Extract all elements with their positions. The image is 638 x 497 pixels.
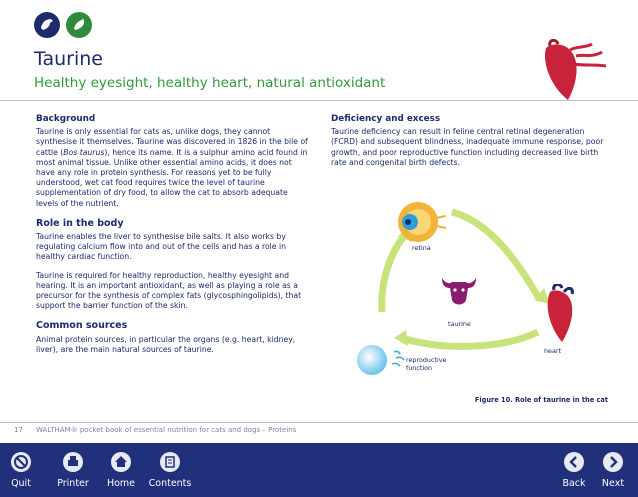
page-title: Taurine [34, 48, 103, 70]
back-arrow-icon [563, 451, 585, 473]
deficiency-heading: Deficiency and excess [331, 114, 441, 124]
sources-heading: Common sources [36, 320, 128, 332]
contents-button[interactable] [146, 443, 194, 497]
right-column [331, 114, 611, 168]
cat-logo-icon [66, 12, 92, 38]
contents-label: Contents [148, 478, 192, 489]
role-paragraph-2: Taurine is required for healthy reproduction, healthy eyesight and hearing. It is an important antioxidant, as well as playing a role as a precursor for the synthesis of complex fats (glycosphingolipids), that support the barrier function of the skin. [36, 270, 302, 311]
background-paragraph: Taurine is only essential for cats as, unlike dogs, they cannot synthesise it themselves. Taurine was discovered in 1826 in the bile of cattle (Bos taurus), hence its name. It is a sulphur amino acid found in most animal tissue. Unlike other essential amino acids, it does not have any role in protein synthesis. For reasons yet to be fully understood, wet cat food requires twice the level of taurine supplementation of dry food, to allow the cat to absorb adequate levels of the nutrient. [36, 127, 308, 208]
heart-icon [540, 284, 580, 346]
quit-icon [10, 451, 32, 473]
footer-divider [0, 422, 638, 423]
background-heading: Background [36, 114, 96, 124]
taurine-role-diagram [340, 172, 630, 382]
role-heading: Role in the body [36, 217, 124, 229]
home-label: Home [106, 478, 136, 489]
taurine-label: taurine [448, 320, 471, 328]
reproductive-function-label: reproductive function [406, 356, 447, 372]
eye-icon [396, 200, 448, 244]
heart-illustration-icon [526, 38, 610, 106]
dog-logo-icon [34, 12, 60, 38]
printer-label: Printer [57, 478, 89, 489]
printer-icon [62, 451, 84, 473]
home-icon [110, 451, 132, 473]
page-number: 17 [14, 426, 23, 434]
back-button[interactable] [558, 443, 590, 497]
next-label: Next [601, 478, 625, 489]
left-column [36, 114, 308, 355]
quit-button[interactable] [6, 443, 36, 497]
contents-icon [159, 451, 181, 473]
quit-label: Quit [11, 478, 31, 489]
page-subtitle: Healthy eyesight, healthy heart, natural antioxidant [34, 75, 386, 91]
cattle-head-icon [440, 274, 478, 308]
figure-caption: Figure 10. Role of taurine in the cat [474, 396, 608, 404]
heart-label: heart [544, 347, 562, 355]
brand-logos [34, 12, 92, 38]
navigation-bar [0, 443, 638, 497]
next-button[interactable] [597, 443, 629, 497]
retina-label: retina [412, 244, 431, 252]
footer-text: WALTHAM® pocket book of essential nutrition for cats and dogs – Proteins [36, 426, 297, 434]
deficiency-paragraph: Taurine deficiency can result in feline central retinal degeneration (FCRD) and subsequent blindness, inadequate immune response, poor growth, and poor reproductive function including decreased live birth rate and congenital birth defects. [331, 127, 604, 167]
role-paragraph-1: Taurine enables the liver to synthesise bile salts. It also works by regulating calcium flow into and out of the cells and has a role in healthy cardiac function. [36, 232, 286, 262]
sources-paragraph: Animal protein sources, in particular the organs (e.g. heart, kidney, liver), are the main natural sources of taurine. [36, 334, 296, 354]
home-button[interactable] [103, 443, 139, 497]
back-label: Back [562, 478, 586, 489]
next-arrow-icon [602, 451, 624, 473]
printer-button[interactable] [53, 443, 93, 497]
